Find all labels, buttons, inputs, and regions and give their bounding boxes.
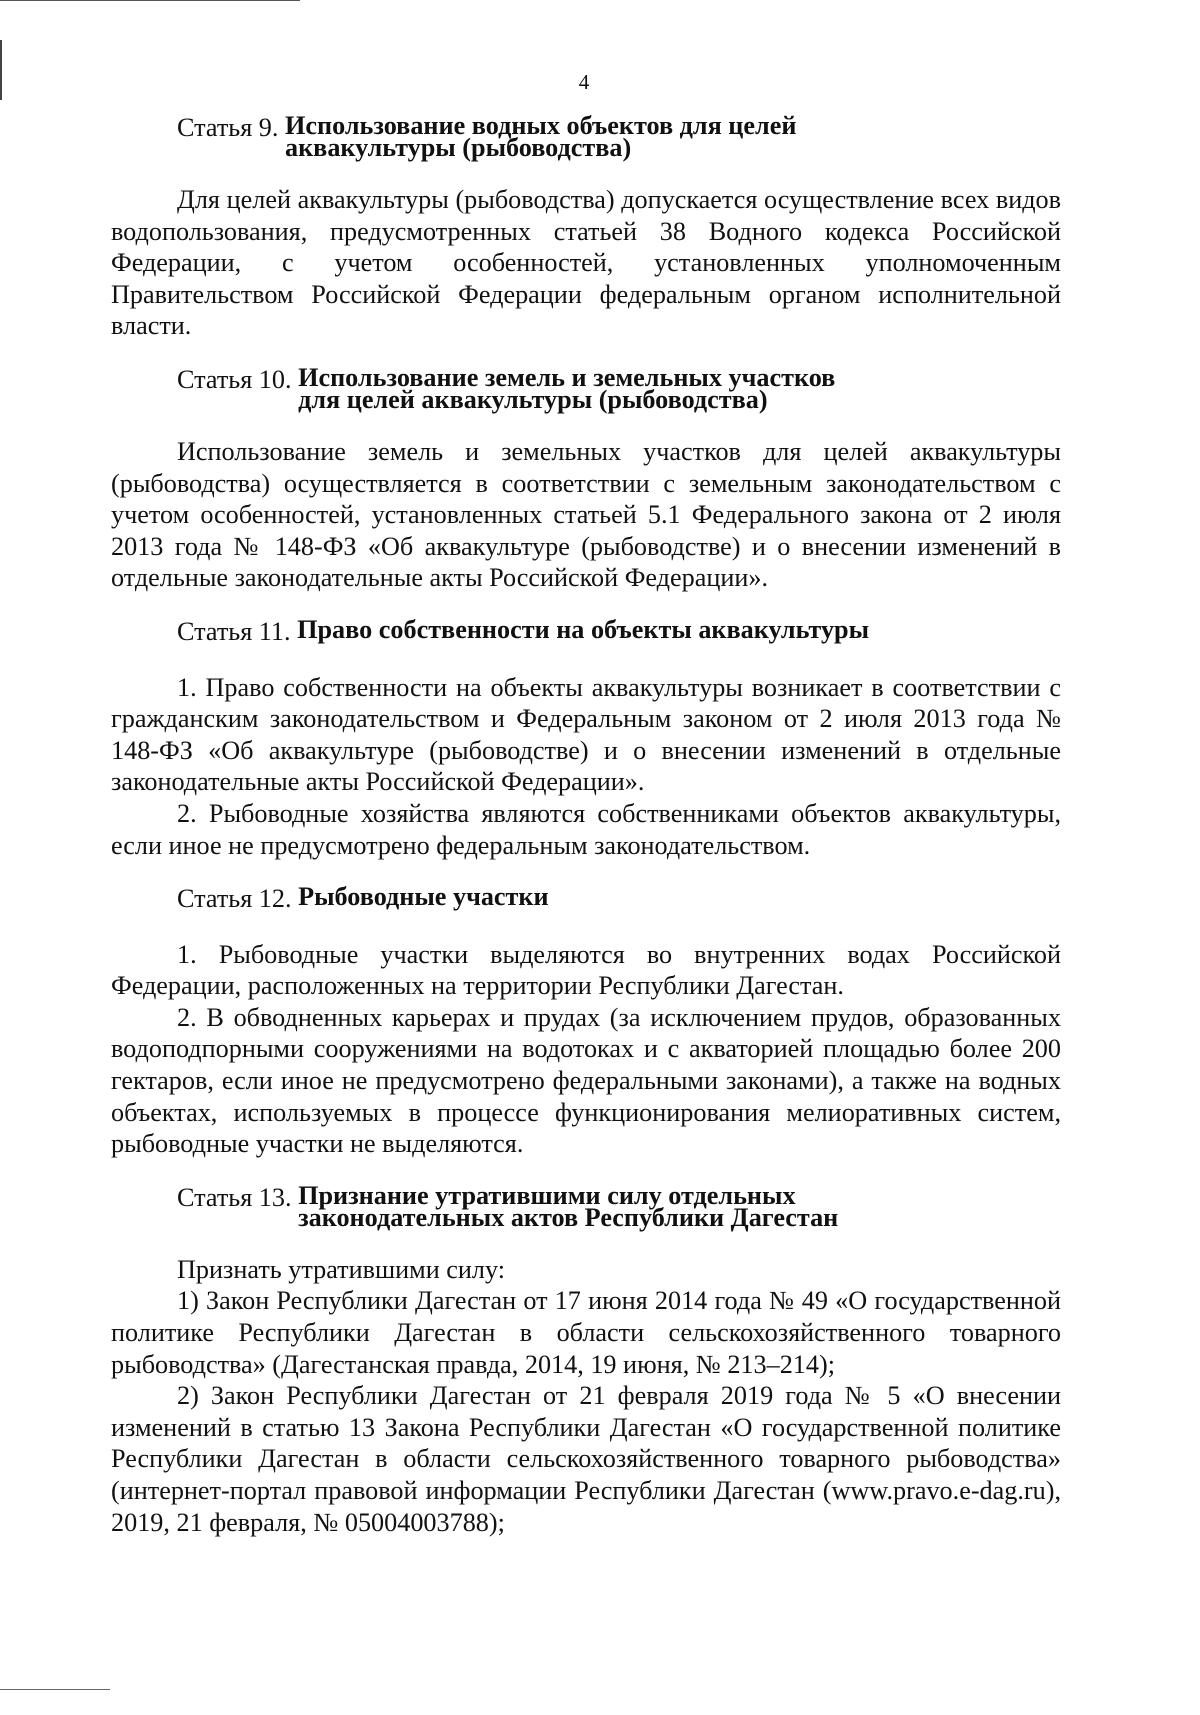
article-title: Использование земель и земельных участков для целей аквакультуры (рыбоводства) (298, 362, 836, 414)
paragraph: 1. Рыбоводные участки выделяются во внутренних водах Российской Федерации, расположенных на территории Республики Дагестан. (111, 939, 1061, 1001)
scan-edge-bottom (0, 1689, 110, 1690)
article-10 (111, 364, 1061, 594)
article-label: Статья 11. (177, 616, 298, 646)
article-11 (111, 616, 1061, 861)
paragraph: Признать утратившими силу: (177, 1254, 506, 1284)
page-number: 4 (578, 70, 590, 94)
article-label: Статья 13. (177, 1182, 299, 1212)
article-title: Рыбоводные участки (298, 882, 549, 912)
article-title: Признание утратившими силу отдельных законодательных актов Республики Дагестан (298, 1180, 839, 1232)
scan-edge-top (0, 0, 300, 1)
article-12 (111, 883, 1061, 1160)
paragraph: Для целей аквакультуры (рыбоводства) допускается осуществление всех видов водопользования, предусмотренных статьей 38 Водного кодекса Российской Федерации, с учетом особенностей, установленных уполномоченным Правительством Российской Федерации федеральным органом исполнительной власти. (111, 185, 1061, 341)
paragraph: 2. Рыбоводные хозяйства являются собственниками объектов аквакультуры, если иное не предусмотрено федеральным законодательством. (111, 798, 1061, 860)
article-label: Статья 10. (177, 364, 299, 394)
article-label: Статья 9. (177, 113, 285, 142)
paragraph: 1. Право собственности на объекты аквакультуры возникает в соответствии с гражданским законодательством и Федеральным законом от 2 июля 2013 года № 148-ФЗ «Об аквакультуре (рыбоводстве) и о внесении изменений в отдельные законодательные акты Российской Федерации». (111, 672, 1061, 797)
article-9 (111, 112, 1061, 342)
article-title: Право собственности на объекты аквакультуры (297, 614, 870, 644)
article-heading (177, 883, 1061, 915)
article-heading (177, 1180, 1061, 1232)
article-label: Статья 12. (177, 884, 299, 914)
article-13 (111, 1182, 1061, 1538)
paragraph: Использование земель и земельных участков для целей аквакультуры (рыбоводства) осуществляется в соответствии с земельным законодательством с учетом особенностей, установленных статьей 5.1 Федерального закона от 2 июля 2013 года № 148-ФЗ «Об аквакультуре (рыбоводстве) и о внесении изменений в отдельные законодательные акты Российской Федерации». (111, 436, 1061, 593)
paragraph: 2) Закон Республики Дагестан от 21 февраля 2019 года № 5 «О внесении изменений в статью 13 Закона Республики Дагестан «О государственной политике Республики Дагестан в области сельскохозяйственного товарного рыбоводства» (интернет-портал правовой информации Республики Дагестан (www.pravo.e-dag.ru), 2019, 21 февраля, № 05004003788); (111, 1381, 1061, 1537)
article-heading (177, 362, 1061, 414)
article-title: Использование водных объектов для целей аквакультуры (рыбоводства) (285, 111, 797, 162)
document-body (111, 112, 1061, 1538)
paragraph: 1) Закон Республики Дагестан от 17 июня 2014 года № 49 «О государственной политике Республики Дагестан в области сельскохозяйственного товарного рыбоводства» (Дагестанская правда, 2014, 19 июня, № 213–214); (111, 1286, 1061, 1379)
article-heading (177, 111, 1061, 162)
paragraph: 2. В обводненных карьерах и прудах (за исключением прудов, образованных водоподпорными сооружениями на водотоках и с акваторией площадью более 200 гектаров, если иное не предусмотрено федеральными законами), а также на водных объектах, используемых в процессе функционирования мелиоративных систем, рыбоводные участки не выделяются. (111, 1002, 1061, 1159)
article-heading (177, 616, 1061, 648)
